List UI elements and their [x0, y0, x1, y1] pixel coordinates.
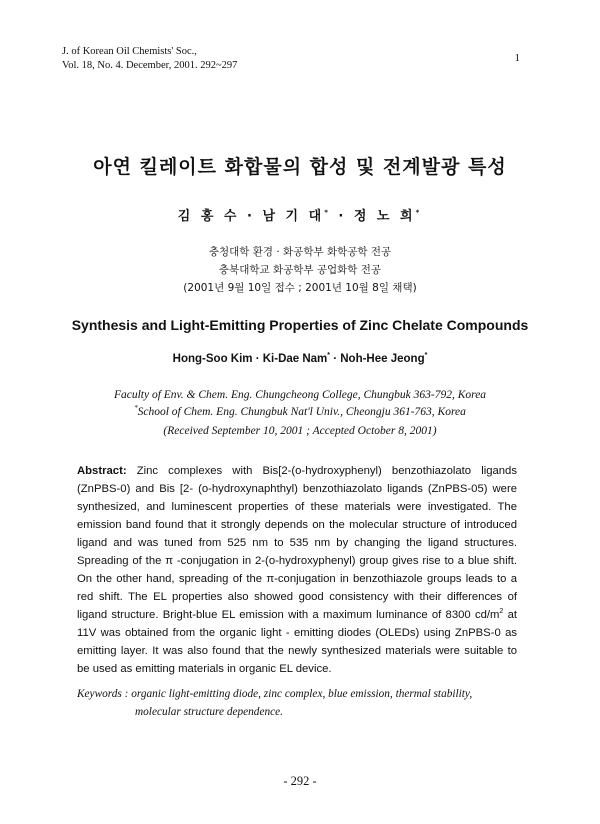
keywords-line-2: molecular structure dependence. — [135, 706, 283, 718]
english-received: (Received September 10, 2001 ; Accepted October 8, 2001) — [163, 425, 437, 437]
keywords — [77, 685, 527, 721]
abstract-text-a: Zinc complexes with Bis[2-(o-hydroxyphenyl) benzothiazolato ligands (ZnPBS-0) and Bis [2- (o-hydroxynaphthyl) benzothiazolato ligands (ZnPBS-05) were synthesized, and luminescent properties of these materials were investigated. The emission band found that it strongly depends on the molecular structure of introduced ligand and was tuned from 525 nm to 535 nm by changing the ligand structures. Spreading of the π -conjugation in 2-(o-hydroxyphenyl) group gives rise to a blue shift. On the other hand, spreading of the π-conjugation in benzothiazole groups leads to a red shift. The EL properties also showed good consistency with their differences of ligand structure. Bright-blue EL emission with a maximum luminance of 8300 cd/m — [77, 465, 517, 621]
korean-author-names: 김 홍 수 · 남 기 대 — [177, 209, 325, 224]
english-affiliation-1: Faculty of Env. & Chem. Eng. Chungcheong College, Chungbuk 363-792, Korea — [113, 389, 487, 401]
abstract-text-b: at 11V was obtained from the organic light - emitting diodes (OLEDs) using ZnPBS-0 as emitting layer. It was also found that the newly synthesized materials were suitable to be used as emitting materials in organic EL device. — [77, 609, 517, 675]
english-affiliation-2-mark: * — [134, 404, 138, 413]
english-affiliation-2-text: School of Chem. Eng. Chungbuk Nat'l Univ., Cheongju 361-763, Korea — [137, 406, 466, 418]
keywords-line-1: organic light-emitting diode, zinc complex, blue emission, thermal stability, — [131, 688, 473, 700]
korean-title: 아연 킬레이트 화합물의 합성 및 전계발광 특성 — [93, 156, 507, 178]
english-author-2: · Noh-Hee Jeong — [330, 353, 425, 365]
korean-received: (2001년 9월 10일 접수 ; 2001년 10월 8일 채택) — [183, 282, 417, 294]
keywords-label: Keywords : — [77, 688, 132, 700]
english-authors — [0, 353, 600, 365]
page-number-top: 1 — [514, 52, 520, 64]
english-author-1: Hong-Soo Kim · Ki-Dae Nam — [172, 353, 328, 365]
korean-author-mark-2: * — [415, 208, 423, 217]
journal-name: J. of Korean Oil Chemists' Soc., — [62, 46, 197, 57]
korean-authors — [0, 205, 600, 224]
english-title: Synthesis and Light-Emitting Properties of Zinc Chelate Compounds — [71, 317, 529, 333]
abstract-label: Abstract: — [77, 465, 127, 477]
english-affiliation-2 — [0, 406, 600, 418]
english-author-2-mark: * — [424, 352, 428, 360]
korean-affiliation-1: 충청대학 환경 · 화공학부 화학공학 전공 — [208, 246, 392, 258]
english-author-1-mark: * — [327, 352, 331, 360]
page-number-bottom: - 292 - — [283, 774, 317, 788]
journal-volume: Vol. 18, No. 4. December, 2001. 292~297 — [62, 60, 238, 71]
abstract — [77, 462, 517, 678]
journal-citation — [62, 45, 237, 73]
abstract-superscript: 2 — [499, 608, 504, 616]
korean-author-mark: * — [324, 208, 331, 217]
korean-author-names-2: · 정 노 희 — [330, 209, 416, 224]
korean-affiliation-2: 충북대학교 화공학부 공업화학 전공 — [218, 264, 382, 276]
